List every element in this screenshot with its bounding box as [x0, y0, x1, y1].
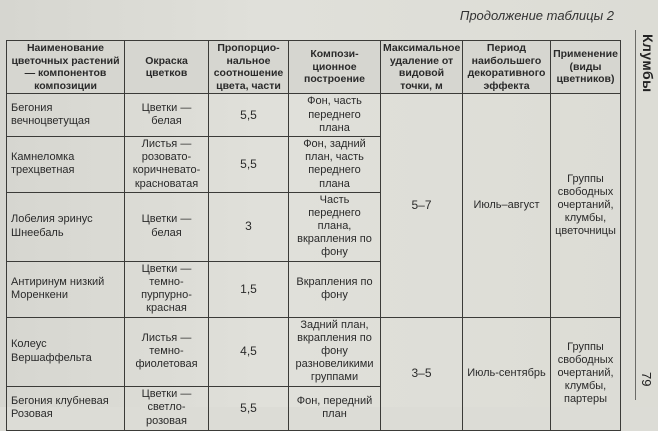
side-divider — [635, 30, 636, 400]
table-caption: Продолжение таблицы 2 — [459, 8, 614, 23]
composition: Вкрапления по фону — [289, 261, 381, 317]
plant-name: Бегония вечноцветущая — [7, 94, 125, 137]
header-usage: Применение (виды цветников) — [551, 41, 621, 94]
header-ratio: Пропорцио-нальное соотношение цвета, части — [209, 41, 289, 94]
color-ratio: 3 — [209, 192, 289, 261]
plant-name: Колеус Вершаффельта — [7, 317, 125, 386]
header-row — [7, 41, 621, 94]
flower-color: Цветки — белая — [125, 94, 209, 137]
color-ratio: 5,5 — [209, 386, 289, 430]
usage: Группы свободных очертаний, клумбы, цветочницы — [551, 94, 621, 317]
flower-color: Цветки — темно-пурпурно-красная — [125, 261, 209, 317]
color-ratio: 4,5 — [209, 317, 289, 386]
header-color: Окраска цветков — [125, 41, 209, 94]
header-distance: Максимальное удаление от видовой точки, м — [381, 41, 463, 94]
page-number: 79 — [639, 372, 654, 387]
table-row — [7, 94, 621, 137]
usage: Группы свободных очертаний, клумбы, партеры — [551, 317, 621, 430]
max-distance: 5–7 — [381, 94, 463, 317]
color-ratio: 5,5 — [209, 136, 289, 192]
max-distance: 3–5 — [381, 317, 463, 430]
plant-name: Бегония клубневая Розовая — [7, 386, 125, 430]
flower-color: Листья — розовато-коричневато-красноватая — [125, 136, 209, 192]
color-ratio: 1,5 — [209, 261, 289, 317]
flower-color: Цветки — светло-розовая — [125, 386, 209, 430]
color-ratio: 5,5 — [209, 94, 289, 137]
flower-color: Цветки — белая — [125, 192, 209, 261]
composition: Фон, передний план — [289, 386, 381, 430]
decorative-period: Июль–август — [463, 94, 551, 317]
header-period: Период наибольшего декоративного эффекта — [463, 41, 551, 94]
section-title: Клумбы — [640, 34, 656, 93]
composition: Задний план, вкрапления по фону разновеликими группами — [289, 317, 381, 386]
table-row — [7, 317, 621, 386]
plant-name: Антиринум низкий Моренкени — [7, 261, 125, 317]
decorative-period: Июль-сентябрь — [463, 317, 551, 430]
plant-name: Лобелия эринус Шнеебаль — [7, 192, 125, 261]
plants-table — [6, 40, 621, 431]
composition: Фон, задний план, часть переднего плана — [289, 136, 381, 192]
plant-name: Камнеломка трехцветная — [7, 136, 125, 192]
header-name: Наименование цветочных растений — компонентов композиции — [7, 41, 125, 94]
header-composition: Компози-ционное построение — [289, 41, 381, 94]
composition: Часть переднего плана, вкрапления по фону — [289, 192, 381, 261]
composition: Фон, часть переднего плана — [289, 94, 381, 137]
flower-color: Листья — темно-фиолетовая — [125, 317, 209, 386]
